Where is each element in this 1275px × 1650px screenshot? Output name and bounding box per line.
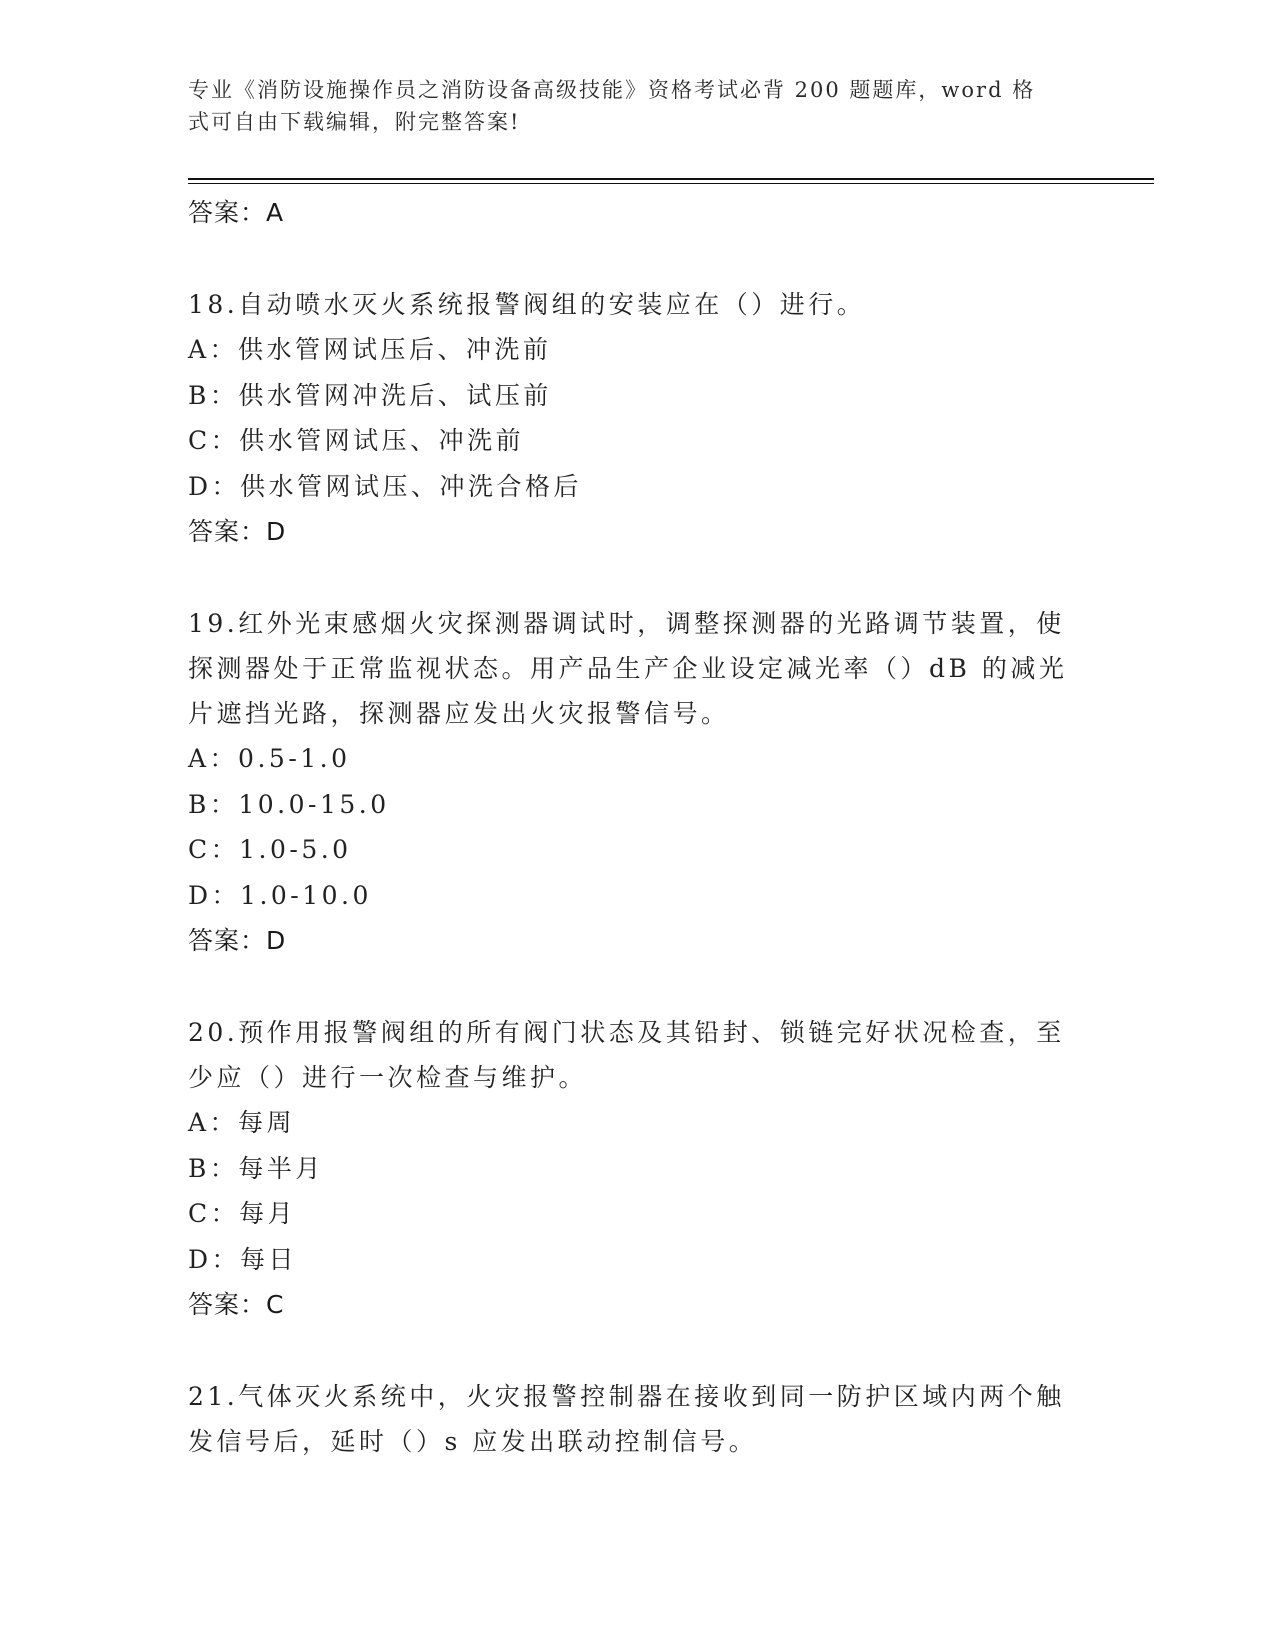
option-d: D：每日 [188,1244,298,1274]
previous-answer: 答案：A [188,198,285,227]
question-19 [188,601,1088,964]
spacer [188,236,1088,282]
option-b: B：每半月 [188,1153,324,1183]
option-c: C：1.0-5.0 [188,835,352,864]
option-d: D：1.0-10.0 [188,880,372,910]
header-divider-thin [188,183,1154,184]
document-header [188,74,1068,138]
spacer [188,555,1088,601]
spacer [188,1328,1088,1374]
question-stem: 18.自动喷水灭火系统报警阀组的安装应在（）进行。 [188,290,866,319]
question-stem: 19.红外光束感烟火灾探测器调试时，调整探测器的光路调节装置，使探测器处于正常监视状态。用产品生产企业设定减光率（）dB 的减光片遮挡光路，探测器应发出火灾报警信号。 [188,609,1068,728]
option-a: A：0.5-1.0 [188,744,351,773]
option-b: B：10.0-15.0 [188,789,390,819]
question-list [188,190,1088,1464]
question-20 [188,1010,1088,1328]
question-21 [188,1374,1088,1464]
question-18 [188,282,1088,555]
header-line-2: 式可自由下载编辑，附完整答案! [188,110,521,134]
option-c: C：每月 [188,1199,297,1228]
spacer [188,964,1088,1010]
option-a: A：每周 [188,1108,296,1137]
option-a: A：供水管网试压后、冲洗前 [188,335,552,364]
option-c: C：供水管网试压、冲洗前 [188,426,525,455]
option-b: B：供水管网冲洗后、试压前 [188,380,552,410]
question-stem: 21.气体灭火系统中，火灾报警控制器在接收到同一防护区域内两个触发信号后，延时（）s 应发出联动控制信号。 [188,1382,1065,1456]
answer-line: 答案：C [188,1290,285,1319]
question-stem: 20.预作用报警阀组的所有阀门状态及其铅封、锁链完好状况检查，至少应（）进行一次检查与维护。 [188,1018,1065,1092]
answer-line: 答案：D [188,926,287,955]
answer-line: 答案：D [188,517,287,546]
option-d: D：供水管网试压、冲洗合格后 [188,471,583,501]
header-line-1: 专业《消防设施操作员之消防设备高级技能》资格考试必背 200 题题库，word 格 [188,78,1036,102]
header-divider-thick [188,178,1154,180]
